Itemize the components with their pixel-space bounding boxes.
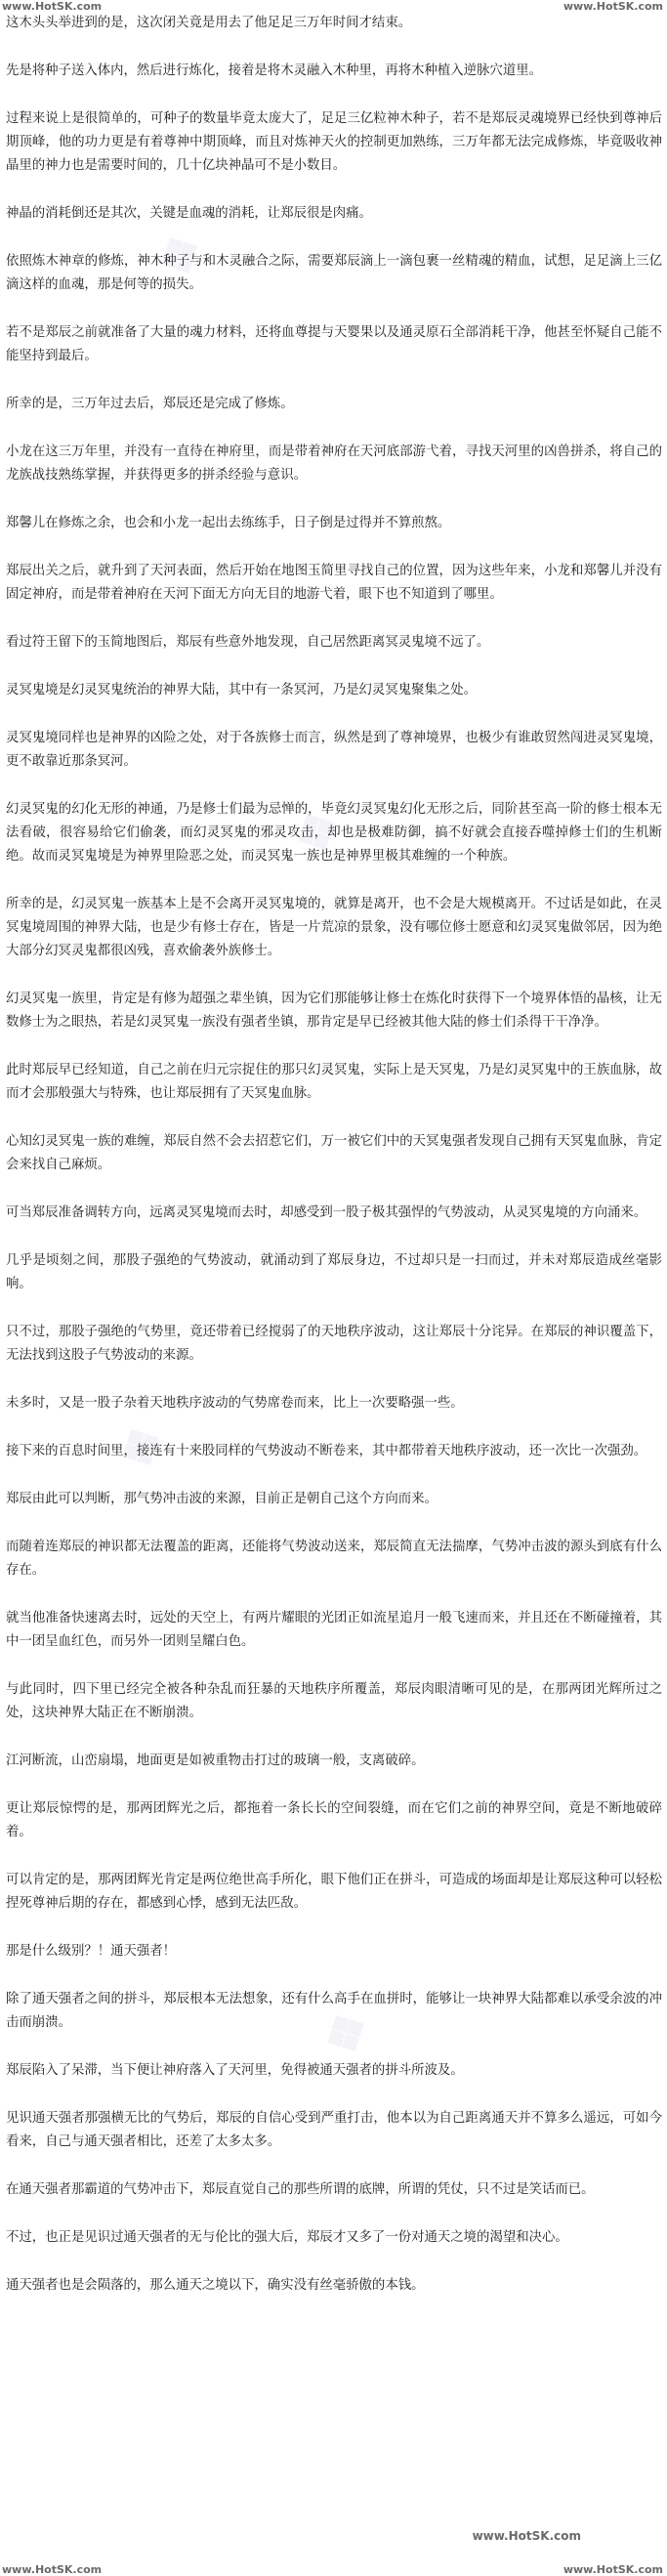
paragraph: 依照炼木神章的修炼，神木种子与和木灵融合之际，需要郑辰滴上一滴包裹一丝精魂的精血，试想，足足滴上三亿滴这样的血魂，那是何等的损失。 bbox=[6, 254, 662, 292]
paragraph: 灵冥鬼境是幻灵冥鬼统治的神界大陆，其中有一条冥河，乃是幻灵冥鬼聚集之处。 bbox=[6, 683, 478, 697]
watermark-bottom-right: www.HotSK.com bbox=[563, 2563, 663, 2576]
paragraph: 通天强者也是会陨落的，那么通天之境以下，确实没有丝毫骄傲的本钱。 bbox=[6, 2278, 425, 2293]
paragraph: 不过，也正是见识过通天强者的无与伦比的强大后，郑辰才又多了一份对通天之境的渴望和决心。 bbox=[6, 2230, 568, 2245]
paragraph: 在通天强者那霸道的气势冲击下，郑辰直觉自己的那些所谓的底牌，所谓的凭仗，只不过是笑话而已。 bbox=[6, 2182, 595, 2197]
paragraph: 若不是郑辰之前就准备了大量的魂力材料，还将血尊提与天婴果以及通灵原石全部消耗干净，他甚至怀疑自己能不能坚持到最后。 bbox=[6, 325, 662, 363]
paragraph: 而随着连郑辰的神识都无法覆盖的距离，还能将气势波动送来，郑辰简直无法揣摩，气势冲击波的源头到底有什么存在。 bbox=[6, 1540, 662, 1578]
watermark-top-left: www.HotSK.com bbox=[2, 0, 103, 13]
paragraph: 神晶的消耗倒还是其次，关键是血魂的消耗，让郑辰很是肉痛。 bbox=[6, 206, 372, 221]
paragraph: 先是将种子送入体内，然后进行炼化，接着是将木灵融入木种里，再将木种植入逆脉穴道里。 bbox=[6, 63, 543, 78]
paragraph: 所幸的是，幻灵冥鬼一族基本上是不会离开灵冥鬼境的，就算是离开，也不会是大规模离开。不过话是如此，在灵冥鬼境周围的神界大陆，也是少有修士存在，皆是一片荒凉的景象，没有哪位修士愿意和幻灵冥鬼做邻居，因为绝大部分幻冥灵鬼都很凶残，喜欢偷袭外族修士。 bbox=[6, 897, 662, 958]
paragraph: 可以肯定的是，那两团辉光肯定是两位绝世高手所化，眼下他们正在拼斗，可造成的场面却是让郑辰这种可以轻松捏死尊神后期的存在，都感到心悸，感到无法匹敌。 bbox=[6, 1873, 662, 1911]
paragraph: 郑辰出关之后，就升到了天河表面，然后开始在地图玉简里寻找自己的位置，因为这些年来，小龙和郑馨儿并没有固定神府，而是带着神府在天河下面无方向无目的地游弋着，眼下也不知道到了哪里。 bbox=[6, 564, 662, 602]
paragraph: 接下来的百息时间里，接连有十来股同样的气势波动不断卷来，其中都带着天地秩序波动，还一次比一次强劲。 bbox=[6, 1444, 647, 1458]
watermark-top-right: www.HotSK.com bbox=[563, 0, 663, 13]
paragraph: 灵冥鬼境同样也是神界的凶险之处，对于各族修士而言，纵然是到了尊神境界，也极少有谁敢贸然闯进灵冥鬼境，更不敢靠近那条冥河。 bbox=[6, 731, 662, 769]
watermark-inline: www.HotSK.com bbox=[472, 2529, 581, 2543]
paragraph: 过程来说上是很简单的，可种子的数量毕竟太庞大了，足足三亿粒神木种子，若不是郑辰灵魂境界已经快到尊神后期顶峰，他的功力更是有着尊神中期顶峰，而且对炼神天火的控制更加熟练，三万年都无法完成修炼，毕竟吸收神晶里的神力也是需要时间的，几十亿块神晶可不是小数目。 bbox=[6, 111, 662, 173]
paragraph: 江河断流，山峦扇塌，地面更是如被重物击打过的玻璃一般，支离破碎。 bbox=[6, 1753, 425, 1768]
paragraph: 未多时，又是一股子杂着天地秩序波动的气势席卷而来，比上一次要略强一些。 bbox=[6, 1396, 464, 1411]
background-watermark-graphic: ❖ bbox=[104, 1409, 177, 1487]
paragraph: 除了通天强者之间的拼斗，郑辰根本无法想象，还有什么高手在血拼时，能够让一块神界大陆都难以承受余波的冲击而崩溃。 bbox=[6, 1992, 662, 2030]
paragraph: 此时郑辰早已经知道，自己之前在归元宗捉住的那只幻灵冥鬼，实际上是天冥鬼，乃是幻灵冥鬼中的王族血脉，故而才会那般强大与特殊，也让郑辰拥有了天冥鬼血脉。 bbox=[6, 1063, 662, 1101]
paragraph: 所幸的是，三万年过去后，郑辰还是完成了修炼。 bbox=[6, 397, 294, 411]
paragraph: 看过符王留下的玉简地图后，郑辰有些意外地发现，自己居然距离冥灵鬼境不远了。 bbox=[6, 635, 490, 650]
paragraph: 见识通天强者那强横无比的气势后，郑辰的自信心受到严重打击，他本以为自己距离通天并不算多么遥远，可如今看来，自己与通天强者相比，还差了太多太多。 bbox=[6, 2111, 662, 2149]
paragraph: 幻灵冥鬼一族里，肯定是有修为超强之辈坐镇，因为它们那能够让修士在炼化时获得下一个境界体悟的晶核，让无数修士为之眼热，若是幻灵冥鬼一族没有强者坐镇，那肯定是早已经被其他大陆的修士们杀得干干净净。 bbox=[6, 992, 662, 1030]
paragraph: 这木头头举进到的是，这次闭关竟是用去了他足足三万年时间才结束。 bbox=[6, 16, 412, 30]
paragraph: 心知幻灵冥鬼一族的难缠，郑辰自然不会去招惹它们，万一被它们中的天冥鬼强者发现自己拥有天冥鬼血脉，肯定会来找自己麻烦。 bbox=[6, 1134, 662, 1172]
paragraph: 郑辰由此可以判断，那气势冲击波的来源，目前正是朝自己这个方向而来。 bbox=[6, 1492, 438, 1506]
paragraph: 小龙在这三万年里，并没有一直待在神府里，而是带着神府在天河底部游弋着，寻找天河里的凶兽拼杀，将自己的龙族战技熟练掌握，并获得更多的拼杀经验与意识。 bbox=[6, 444, 662, 483]
paragraph: 郑馨儿在修炼之余，也会和小龙一起出去练练手，日子倒是过得并不算煎熬。 bbox=[6, 516, 451, 530]
paragraph: 那是什么级别？！通天强者！ bbox=[6, 1944, 177, 1959]
background-watermark-graphic: ❖ bbox=[280, 793, 353, 871]
paragraph: 只不过，那股子强绝的气势里，竟还带着已经搅弱了的天地秩序波动，这让郑辰十分诧异。在郑辰的神识覆盖下，无法找到这股子气势波动的来源。 bbox=[6, 1325, 662, 1363]
paragraph: 郑辰陷入了呆滞，当下便让神府落入了天河里，免得被通天强者的拼斗所波及。 bbox=[6, 2063, 464, 2078]
paragraph: 幻灵冥鬼的幻化无形的神通，乃是修士们最为忌惮的，毕竟幻灵冥鬼幻化无形之后，同阶甚至高一阶的修士根本无法看破，很容易给它们偷袭，而幻灵冥鬼的邪灵攻击，却也是极难防御，搞不好就会直接吞噬掉修士们的生机断绝。故而灵冥鬼境是为神界里险恶之处，而灵冥鬼一族也是神界里极其难缠的一个种族。 bbox=[6, 802, 662, 864]
paragraph: 就当他准备快速离去时，远处的天空上，有两片耀眼的光团正如流星追月一般飞速而来，并且还在不断碰撞着，其中一团呈血红色，而另外一团则呈耀白色。 bbox=[6, 1611, 662, 1649]
watermark-bottom-left: www.HotSK.com bbox=[2, 2563, 103, 2576]
background-watermark-graphic: ❖ bbox=[310, 1995, 382, 2073]
paragraph: 更让郑辰惊愕的是，那两团辉光之后，都拖着一条长长的空间裂缝，而在它们之前的神界空间，竟是不断地破碎着。 bbox=[6, 1801, 662, 1839]
paragraph: 可当郑辰准备调转方向，远离灵冥鬼境而去时，却感受到一股子极其强悍的气势波动，从灵冥鬼境的方向涌来。 bbox=[6, 1205, 647, 1220]
paragraph: 几乎是顷刻之间，那股子强绝的气势波动，就涌动到了郑辰身边，不过却只是一扫而过，并未对郑辰造成丝毫影响。 bbox=[6, 1253, 662, 1291]
article-body bbox=[6, 12, 662, 2322]
background-watermark-graphic: ❖ bbox=[144, 217, 216, 295]
paragraph: 与此同时，四下里已经完全被各种杂乱而狂暴的天地秩序所覆盖，郑辰肉眼清晰可见的是，在那两团光辉所过之处，这块神界大陆正在不断崩溃。 bbox=[6, 1682, 662, 1720]
